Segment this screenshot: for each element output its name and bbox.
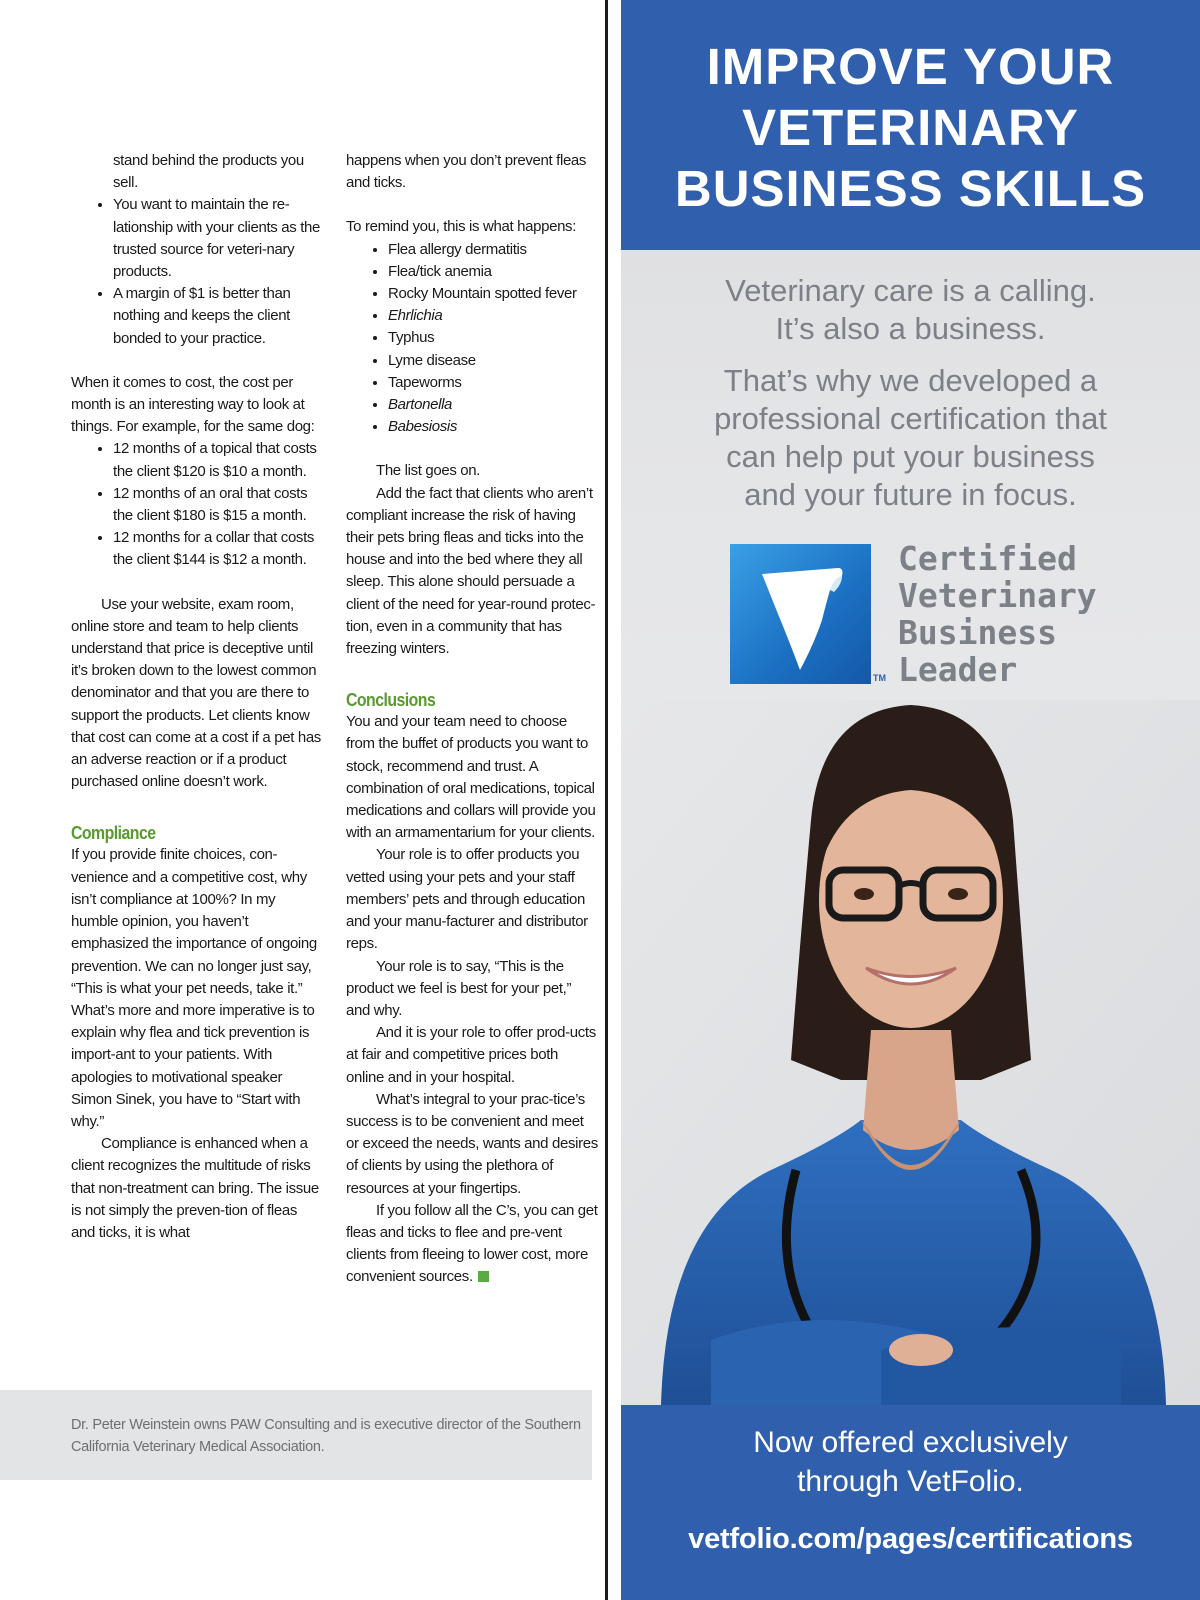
paragraph-list-goes-on: The list goes on. [376,462,481,480]
end-mark-icon [478,1271,489,1282]
ad-headline-line: VETERINARY [742,99,1079,156]
paragraph-conclusions-1: You and your team need to choose from the buffet of products you want to stock, recommend and trust. A combination of oral medications, topical medications and collars will provide you with an armamentarium for your clients. [346,713,596,842]
paragraph-add-fact: Add the fact that clients who aren’t compliant increase the risk of having their pets bring fleas and ticks into the house and into the bed where they all sleep. This alone should persuade a client of the need for year-round protec-tion, even in a community that has freezing winters. [346,484,596,658]
list-item: • You want to maintain the re-lationship with your clients as the trusted source for veteri-nary products. [113,194,323,283]
ad-body-text [621,362,1200,514]
author-bio-box [0,1390,592,1480]
paragraph-remind: To remind you, this is what happens: [346,218,577,236]
certification-line: Leader [898,650,1018,689]
certification-line: Veterinary [898,576,1097,615]
certification-line: Certified [898,539,1077,578]
author-bio: Dr. Peter Weinstein owns PAW Consulting and is executive director of the Southern California Veterinary Medical Association. [71,1417,581,1455]
list-item: • A margin of $1 is better than nothing and keeps the client bonded to your practice. [113,283,323,350]
paragraph-conclusions-4: And it is your role to offer prod-ucts at fair and competitive prices both online and in your hospital. [346,1024,596,1086]
certification-line: Business [898,613,1057,652]
advertisement [621,0,1200,1600]
article-column-1 [71,150,323,1244]
page-gutter-divider [605,0,608,1600]
ad-body-line: can help put your business [726,439,1095,474]
list-item: • Lyme disease [388,350,598,372]
paragraph-conclusions-2: Your role is to offer products you vetted using your pets and your staff members’ pets and through education and your manu-facturer and distributor reps. [346,846,588,953]
ad-offer-line: through VetFolio. [797,1465,1024,1498]
paragraph-intro-continued: stand behind the products you sell. [113,152,304,192]
list-item: • Ehrlichia [388,305,598,327]
paragraph-compliance-1: If you provide finite choices, con-venience and a competitive cost, why isn’t compliance at 100%? In my humble opinion, you haven’t emphasized the importance of ongoing prevention. We can no longer just say, “This is what your pet needs, take it.” What’s more and more imperative is to explain why flea and tick prevention is import-ant to your patients. With apologies to motivational speaker Simon Sinek, you have to “Start with why.” [71,846,317,1130]
heading-conclusions: Conclusions [346,690,436,711]
paragraph-continued: happens when you don’t prevent fleas and ticks. [346,152,587,192]
list-item: • 12 months of a topical that costs the client $120 is $10 a month. [113,438,323,482]
ad-body-line: and your future in focus. [744,477,1077,512]
ad-footer-band [621,1405,1200,1600]
cost-bullet-list [71,438,323,571]
certification-name [898,540,1198,688]
ad-headline-line: IMPROVE YOUR [706,38,1115,95]
ad-offer-line: Now offered exclusively [753,1426,1068,1459]
heading-compliance: Compliance [71,823,156,844]
article-column-2 [346,150,598,1289]
list-item: • 12 months for a collar that costs the client $144 is $12 a month. [113,527,323,571]
trademark-mark: TM [873,673,886,683]
ad-body-line: That’s why we developed a [723,363,1098,398]
ad-header-band [621,0,1200,250]
intro-bullet-list [71,194,323,349]
list-item: • Flea allergy dermatitis [388,239,598,261]
ad-lead-line: Veterinary care is a calling. [725,273,1096,308]
list-item: • Babesiosis [388,416,598,438]
veterinarian-photo [621,700,1200,1405]
ad-lead-text [621,272,1200,348]
list-item: • Rocky Mountain spotted fever [388,283,598,305]
final-sentence: If you follow all the C’s, you can get fleas and ticks to flee and pre-vent clients from fleeing to lower cost, more convenient sources. [346,1201,598,1286]
ad-body-line: professional certification that [714,401,1107,436]
list-item: • Bartonella [388,394,598,416]
ad-offer-text [621,1423,1200,1501]
paragraph-conclusions-6 [346,1200,598,1289]
ad-lead-line: It’s also a business. [775,311,1046,346]
ad-headline-line: BUSINESS SKILLS [674,160,1147,217]
paragraph-compliance-2: Compliance is enhanced when a client recognizes the multitude of risks that non-treatment can bring. The issue is not simply the preven-tion of fleas and ticks, it is what [71,1135,319,1241]
list-item: • Flea/tick anemia [388,261,598,283]
list-item: • Typhus [388,327,598,349]
certification-logo-icon [730,544,871,684]
list-item: • 12 months of an oral that costs the client $180 is $15 a month. [113,483,323,527]
paragraph-conclusions-5: What’s integral to your prac-tice’s success is to be convenient and meet or exceed the needs, wants and desires of clients by using the plethora of resources at your fingertips. [346,1090,598,1197]
paragraph-website: Use your website, exam room, online store and team to help clients understand that price is deceptive until it’s broken down to the lowest common denominator and that you are there to support the products. Let clients know that cost can come at a cost if a pet has an adverse reaction or if a product purchased online doesn’t work. [71,595,321,791]
paragraph-cost: When it comes to cost, the cost per month is an interesting way to look at things. For example, for the same dog: [71,373,315,436]
risk-bullet-list [346,239,598,439]
ad-headline [621,36,1200,219]
list-item: • Tapeworms [388,372,598,394]
ad-url-link[interactable]: vetfolio.com/pages/certifications [688,1523,1133,1555]
paragraph-conclusions-3: Your role is to say, “This is the product we feel is best for your pet,” and why. [346,957,572,1019]
